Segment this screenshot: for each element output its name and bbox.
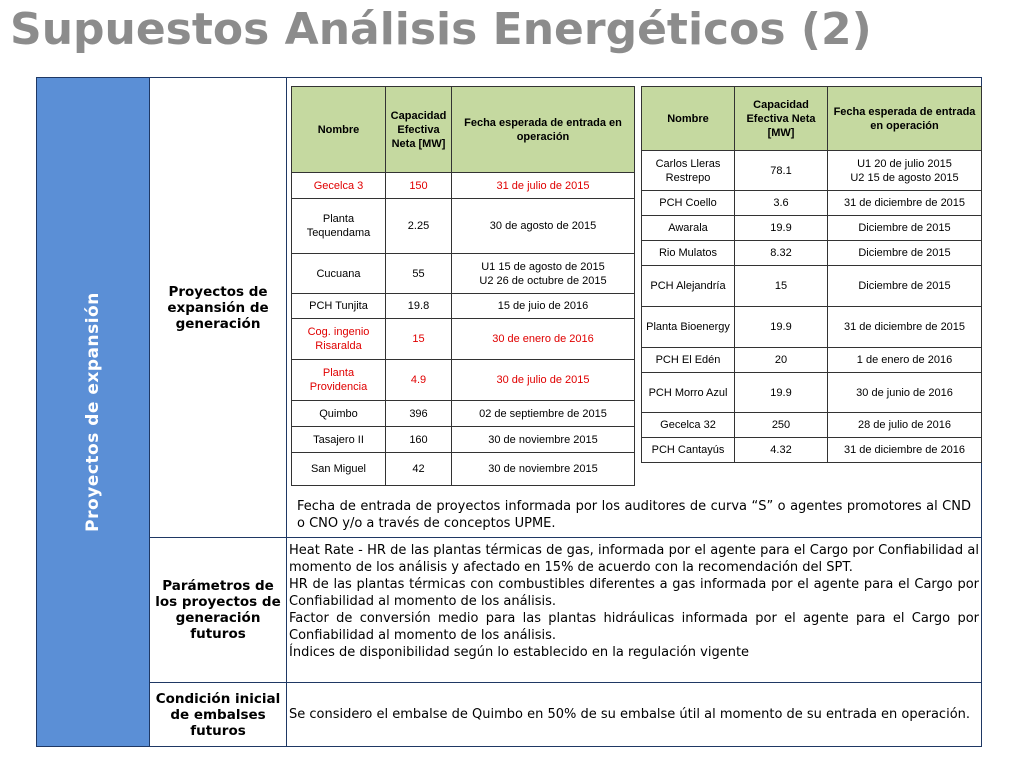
cell-capacity: 55: [386, 254, 452, 294]
cell-capacity: 2.25: [386, 199, 452, 254]
cell-date: 31 de diciembre de 2015: [828, 191, 982, 216]
table-row: [642, 191, 982, 216]
table-row: [292, 199, 635, 254]
cell-name: Gecelca 32: [642, 413, 735, 438]
cell-date: 31 de diciembre de 2016: [828, 438, 982, 463]
row-label-parameters: Parámetros de los proyectos de generación futuros: [150, 538, 287, 683]
cell-name: PCH El Edén: [642, 348, 735, 373]
cell-capacity: 3.6: [735, 191, 828, 216]
row-label-expansion: Proyectos de expansión de generación: [150, 78, 287, 538]
cell-name: Planta Providencia: [292, 360, 386, 401]
table-left-body: [292, 173, 635, 486]
cell-capacity: 42: [386, 453, 452, 486]
cell-name: PCH Alejandría: [642, 266, 735, 307]
cell-date: 30 de noviembre 2015: [452, 427, 635, 453]
header-date: Fecha esperada de entrada en operación: [828, 87, 982, 151]
cell-date: 30 de enero de 2016: [452, 319, 635, 360]
table-row: [642, 348, 982, 373]
cell-date: 30 de agosto de 2015: [452, 199, 635, 254]
parameters-content: [287, 538, 981, 683]
cell-date: Diciembre de 2015: [828, 241, 982, 266]
slide-title: Supuestos Análisis Energéticos (2): [10, 4, 872, 55]
content-frame: [36, 77, 982, 747]
cell-date: 02 de septiembre de 2015: [452, 401, 635, 427]
cell-name: Rio Mulatos: [642, 241, 735, 266]
section-band: [37, 78, 150, 746]
cell-date: Diciembre de 2015: [828, 266, 982, 307]
parameter-paragraph: Índices de disponibilidad según lo establecido en la regulación vigente: [289, 645, 750, 660]
section-label: Proyectos de expansión: [83, 292, 103, 532]
table-row: [642, 241, 982, 266]
cell-name: PCH Tunjita: [292, 294, 386, 319]
table-row: [642, 307, 982, 348]
cell-name: Cucuana: [292, 254, 386, 294]
cell-capacity: 250: [735, 413, 828, 438]
header-name: Nombre: [292, 87, 386, 173]
table-row: [292, 254, 635, 294]
cell-name: San Miguel: [292, 453, 386, 486]
table-row: [292, 360, 635, 401]
table-row: [642, 266, 982, 307]
cell-date: 31 de diciembre de 2015: [828, 307, 982, 348]
cell-capacity: 19.8: [386, 294, 452, 319]
cell-name: PCH Cantayús: [642, 438, 735, 463]
header-capacity: Capacidad Efectiva Neta [MW]: [386, 87, 452, 173]
cell-name: Awarala: [642, 216, 735, 241]
cell-date: 30 de noviembre 2015: [452, 453, 635, 486]
cell-date: 30 de julio de 2015: [452, 360, 635, 401]
table-row: [292, 427, 635, 453]
table-row: [292, 173, 635, 199]
cell-date: U1 15 de agosto de 2015 U2 26 de octubre de 2015: [452, 254, 635, 294]
header-capacity: Capacidad Efectiva Neta [MW]: [735, 87, 828, 151]
table-row: [292, 294, 635, 319]
cell-capacity: 4.32: [735, 438, 828, 463]
cell-name: Tasajero II: [292, 427, 386, 453]
cell-date: 30 de junio de 2016: [828, 373, 982, 413]
cell-capacity: 4.9: [386, 360, 452, 401]
table-row: [642, 413, 982, 438]
cell-capacity: 15: [735, 266, 828, 307]
cell-name: Planta Tequendama: [292, 199, 386, 254]
cell-date: 28 de julio de 2016: [828, 413, 982, 438]
projects-table-right: [641, 86, 982, 463]
cell-capacity: 19.9: [735, 307, 828, 348]
cell-capacity: 8.32: [735, 241, 828, 266]
cell-capacity: 19.9: [735, 216, 828, 241]
cell-date: 31 de julio de 2015: [452, 173, 635, 199]
table-right-body: [642, 151, 982, 463]
table-row: [292, 453, 635, 486]
table-row: [642, 438, 982, 463]
header-date: Fecha esperada de entrada en operación: [452, 87, 635, 173]
header-name: Nombre: [642, 87, 735, 151]
cell-name: PCH Coello: [642, 191, 735, 216]
cell-name: Carlos Lleras Restrepo: [642, 151, 735, 191]
cell-date: 1 de enero de 2016: [828, 348, 982, 373]
expansion-content: [287, 78, 981, 538]
cell-name: Planta Bioenergy: [642, 307, 735, 348]
parameter-paragraph: Heat Rate - HR de las plantas térmicas de gas, informada por el agente para el Cargo por Confiabilidad al momento de los análisis y afectado en 15% de acuerdo con la recomendación del SPT.: [289, 543, 979, 575]
cell-capacity: 160: [386, 427, 452, 453]
row-label-reservoirs: Condición inicial de embalses futuros: [150, 683, 287, 746]
cell-capacity: 150: [386, 173, 452, 199]
table-row: [642, 151, 982, 191]
table-row: [292, 319, 635, 360]
cell-name: Quimbo: [292, 401, 386, 427]
reservoir-paragraph: Se considero el embalse de Quimbo en 50% de su embalse útil al momento de su entrada en operación.: [289, 707, 971, 722]
cell-date: Diciembre de 2015: [828, 216, 982, 241]
cell-capacity: 19.9: [735, 373, 828, 413]
cell-capacity: 396: [386, 401, 452, 427]
table-row: [642, 373, 982, 413]
cell-name: Cog. ingenio Risaralda: [292, 319, 386, 360]
cell-date: U1 20 de julio 2015 U2 15 de agosto 2015: [828, 151, 982, 191]
table-source-note: Fecha de entrada de proyectos informada por los auditores de curva “S” o agentes promotores al CND o CNO y/o a través de conceptos UPME.: [297, 499, 971, 531]
cell-capacity: 15: [386, 319, 452, 360]
cell-capacity: 20: [735, 348, 828, 373]
cell-name: Gecelca 3: [292, 173, 386, 199]
table-row: [642, 216, 982, 241]
table-row: [292, 401, 635, 427]
parameter-paragraph: HR de las plantas térmicas con combustibles diferentes a gas informada por el agente para el Cargo por Confiabilidad al momento de los análisis.: [289, 577, 979, 609]
reservoir-content: [287, 683, 981, 746]
cell-capacity: 78.1: [735, 151, 828, 191]
cell-date: 15 de juio de 2016: [452, 294, 635, 319]
cell-name: PCH Morro Azul: [642, 373, 735, 413]
parameter-paragraph: Factor de conversión medio para las plantas hidráulicas informada por el agente para el Cargo por Confiabilidad al momento de los análisis.: [289, 611, 979, 643]
projects-table-left: [291, 86, 635, 486]
